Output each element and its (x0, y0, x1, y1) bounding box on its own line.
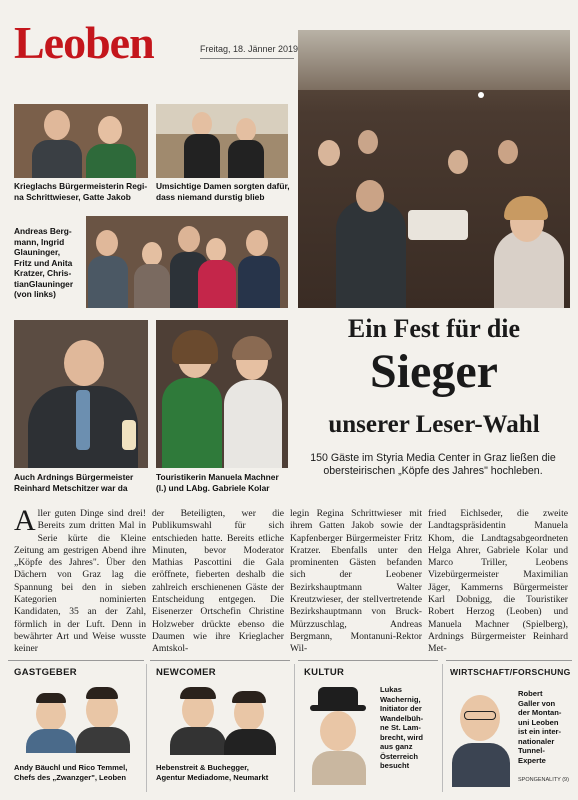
body-column-4 (428, 508, 568, 656)
category-title-kultur: KULTUR (304, 667, 345, 678)
category-box-gastgeber (8, 660, 144, 789)
body-column-3 (290, 508, 422, 656)
body-text-4: fried Eichlseder, die zweite Landtagspräsidentin Manuela Khom, die Landtagsabgeordneten Helga Ahrer, Gabriele Kolar und Marco Triller, Leobens Vizebürgermeister Maximilian Jäger, Kammerns Bürgermeister Karl Dobnigg, die Touristiker Robert Herzog (Leoben) und Manuela Machner (Spielberg), Ardnings Bürgermeister Reinhard Met- (428, 508, 568, 655)
box-divider-2 (294, 664, 295, 792)
category-box-kultur (298, 660, 438, 789)
headline-pre: Ein Fest für die (347, 314, 521, 343)
category-box-newcomer (150, 660, 290, 789)
photo-service-ladies (156, 104, 288, 178)
headline-main: Sieger (370, 345, 498, 398)
body-text-2: der Beteiligten, wer die Publikumswahl für sich entschieden hatte. Bereits etliche Minuten, bevor Moderator Mathias Pascottini die Gala eröffnete, fieberten deshalb die zahlreich erschienenen Gäste der Entscheidung entgegen. Die Eisenerzer Ortschefin Christine Holzweber drückte ebenso die Daumen wie ihre Krieglacher Amtskol- (152, 508, 284, 655)
category-caption-wirtschaft: Robert Galler von der Montan- uni Leoben ist ein inter- nationaler Tunnel- Experte (518, 689, 562, 765)
caption-photo-5: Touristikerin Manuela Machner (l.) und LAbg. Gabriele Kolar (156, 472, 279, 493)
category-title-wirtschaft: WIRTSCHAFT/FORSCHUNG (450, 667, 571, 677)
dropcap: A (14, 504, 36, 537)
photo-schrittwieser (14, 104, 148, 178)
caption-photo-2: Umsichtige Damen sorgten dafür, dass niemand durstig blieb (156, 181, 290, 202)
photo-group (86, 216, 288, 308)
body-text-3: legin Regina Schrittwieser mit ihrem Gatten Jakob sowie der Kapfenberger Bürgermeister Fritz Kratzer. Ebenfalls unter den prominenten Gästen befanden sich der Leobener Bezirkshauptmann Walter Kreutzwieser, der stellvertretende Bezirkshauptmann von Bruck-Mürzzuschlag, Andreas Bergmann, Montanuni-Rektor Wil- (290, 508, 422, 655)
illustration-kultur (304, 681, 374, 785)
photo-machner-kolar (156, 320, 288, 468)
category-box-wirtschaft (446, 660, 572, 789)
event-hall-photo (298, 30, 570, 308)
box-divider-1 (146, 664, 147, 792)
dateline: Freitag, 18. Jänner 2019 (200, 44, 299, 54)
body-text-1: ller guten Dinge sind drei! Bereits zum dritten Mal in Serie kürte die Kleine Zeitung am gestrigen Abend ihre „Köpfe des Jahres". Über den Dächern von Graz lag die Spannung bei den in sieben Kategorien nominierten Kandidaten, 35 an der Zahl, förmlich in der Luft. Denn in bewährter Art und Weise wusste keiner (14, 508, 146, 655)
photo-credit: SPONGENALITY (9) (518, 777, 569, 783)
illustration-wirtschaft (448, 687, 514, 787)
body-column-1 (14, 504, 146, 656)
headline-post: unserer Leser-Wahl (328, 411, 540, 438)
caption-photo-1: Krieglachs Bürgermeisterin Regi- na Schrittwieser, Gatte Jakob (14, 181, 148, 202)
masthead: Leoben (14, 17, 154, 68)
dateline-rule (200, 58, 294, 59)
illustration-newcomer (160, 681, 284, 755)
lead-text: 150 Gäste im Styria Media Center in Graz ließen die obersteirischen „Köpfe des Jahres" hochleben. (310, 452, 556, 477)
caption-photo-4: Auch Ardnings Bürgermeister Reinhard Metschitzer war da (14, 472, 134, 493)
category-title-newcomer: NEWCOMER (156, 667, 216, 678)
category-caption-newcomer: Hebenstreit & Buchegger, Agentur Mediadome, Neumarkt (156, 763, 269, 782)
category-caption-kultur: Lukas Wachernig, Initiator der Wandelbüh- ne St. Lam- brecht, wird aus ganz Österreich besucht (380, 685, 424, 770)
body-column-2 (152, 508, 284, 656)
category-title-gastgeber: GASTGEBER (14, 667, 77, 678)
photo-metschitzer (14, 320, 148, 468)
caption-photo-3: Andreas Berg- mann, Ingrid Glauninger, Fritz und Anita Kratzer, Chris- tianGlauninger (von links) (14, 226, 74, 299)
box-divider-3 (442, 664, 443, 792)
illustration-gastgeber (18, 683, 138, 753)
category-caption-gastgeber: Andy Bäuchl und Rico Temmel, Chefs des „Zwanzger", Leoben (14, 763, 128, 782)
